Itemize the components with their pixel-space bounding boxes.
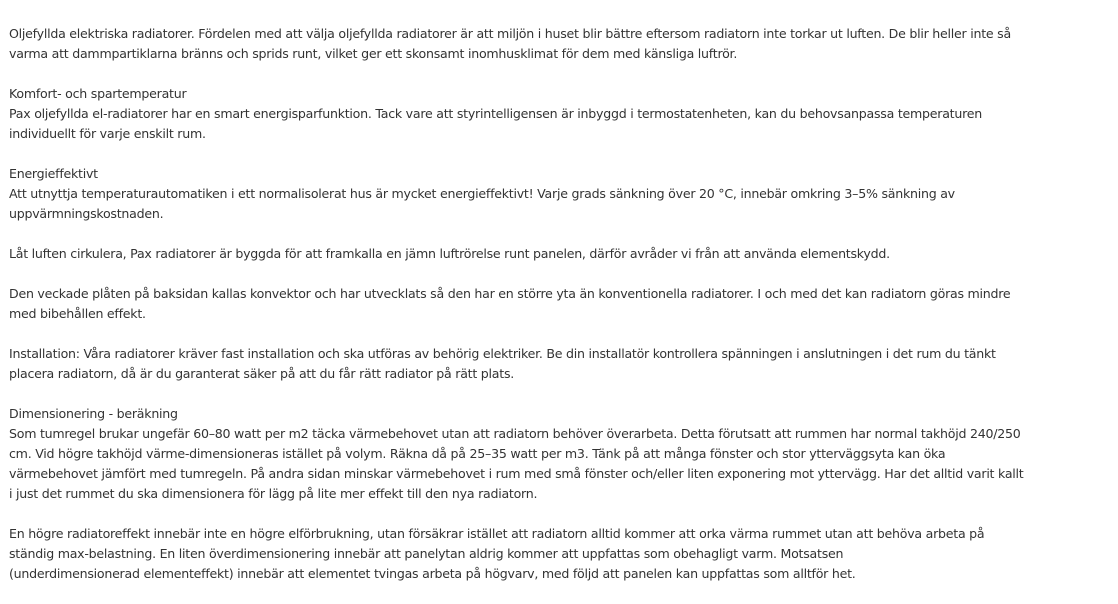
text-line: Att utnyttja temperaturautomatiken i ett normalisolerat hus är mycket energieffektivt! Varje grads sänkning över 20 °C, innebär omkring 3–5% sänkning av [9,186,955,201]
text-line: (underdimensionerad elementeffekt) innebär att elementet tvingas arbeta på högvarv, med följd att panelen kan uppfattas som alltför het. [9,566,856,581]
text-line: placera radiatorn, då är du garanterat säker på att du får rätt radiator på rätt plats. [9,366,515,381]
energy-section [9,164,1111,224]
airflow-paragraph [9,244,1111,264]
comfort-section [9,84,1111,144]
text-line: ständig max-belastning. En liten överdimensionering innebär att panelytan aldrig kommer att uppfattas som obehagligt varm. Motsatsen [9,546,844,561]
energy-heading: Energieffektivt [9,166,98,181]
intro-paragraph [9,24,1111,64]
text-line: En högre radiatoreffekt innebär inte en högre elförbrukning, utan försäkrar istället att radiatorn alltid kommer att orka värma rummet utan att behöva arbeta på [9,526,985,541]
text-line: Oljefyllda elektriska radiatorer. Fördelen med att välja oljefyllda radiatorer är att miljön i huset blir bättre eftersom radiatorn inte torkar ut luften. De blir heller inte så [9,26,1011,41]
sizing-section [9,404,1111,504]
comfort-heading: Komfort- och spartemperatur [9,86,187,101]
text-line: Installation: Våra radiatorer kräver fast installation och ska utföras av behörig elektriker. Be din installatör kontrollera spänningen i anslutningen i det rum du tänkt [9,346,996,361]
text-line: cm. Vid högre takhöjd värme-dimensioneras istället på volym. Räkna då på 25–35 watt per m3. Tänk på att många fönster och stor ytterväggsyta kan öka [9,446,946,461]
text-line: Pax oljefyllda el-radiatorer har en smart energisparfunktion. Tack vare att styrintelligensen är inbyggd i termostatenheten, kan du behovsanpassa temperaturen [9,106,982,121]
text-line: individuellt för varje enskilt rum. [9,126,206,141]
product-description [9,24,1111,604]
text-line: Den veckade plåten på baksidan kallas konvektor och har utvecklats så den har en större yta än konventionella radiatorer. I och med det kan radiatorn göras mindre [9,286,1011,301]
text-line: uppvärmningskostnaden. [9,206,164,221]
text-line: Låt luften cirkulera, Pax radiatorer är byggda för att framkalla en jämn luftrörelse runt panelen, därför avråder vi från att använda elementskydd. [9,246,890,261]
sizing-heading: Dimensionering - beräkning [9,406,178,421]
convector-paragraph [9,284,1111,324]
effect-paragraph [9,524,1111,584]
installation-paragraph [9,344,1111,384]
text-line: i just det rummet du ska dimensionera för lägg på lite mer effekt till den nya radiatorn. [9,486,538,501]
text-line: varma att dammpartiklarna bränns och sprids runt, vilket ger ett skonsamt inomhusklimat för dem med känsliga luftrör. [9,46,738,61]
text-line: Som tumregel brukar ungefär 60–80 watt per m2 täcka värmebehovet utan att radiatorn behöver överarbeta. Detta förutsatt att rummen har normal takhöjd 240/250 [9,426,1021,441]
text-line: med bibehållen effekt. [9,306,146,321]
text-line: värmebehovet jämfört med tumregeln. På andra sidan minskar värmebehovet i rum med små fönster och/eller liten exponering mot yttervägg. Har det alltid varit kallt [9,466,1024,481]
